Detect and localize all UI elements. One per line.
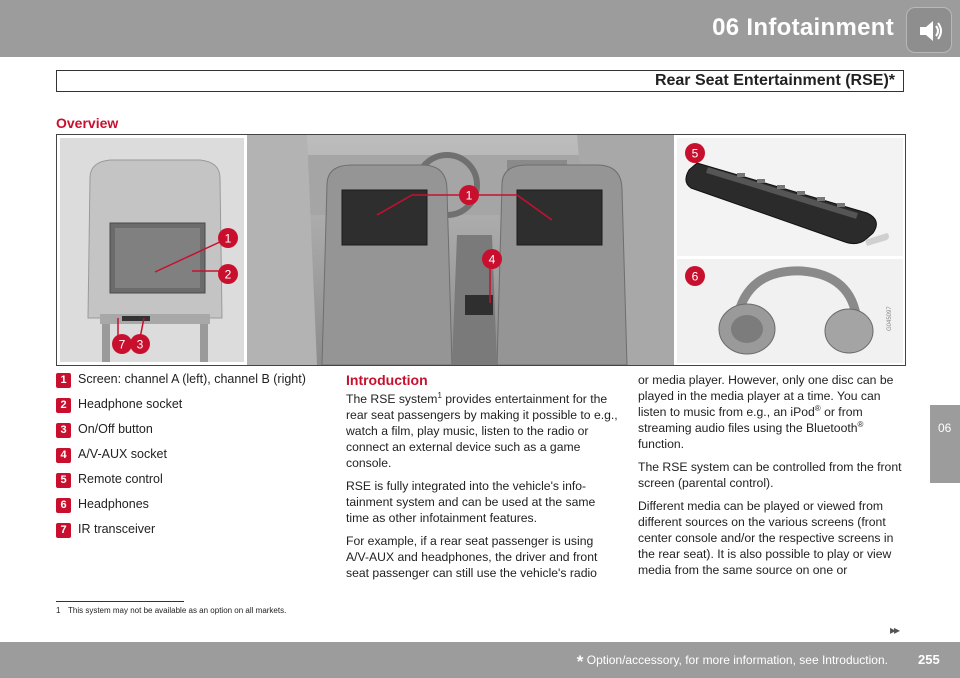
legend-item bbox=[56, 522, 346, 547]
side-tab-label: 06 bbox=[938, 421, 952, 435]
legend-number: 1 bbox=[56, 373, 71, 388]
legend-text: IR transceiver bbox=[78, 522, 156, 536]
legend-text: Remote control bbox=[78, 472, 163, 486]
callout-1-left bbox=[218, 228, 238, 248]
overview-heading: Overview bbox=[56, 115, 119, 131]
svg-text:5: 5 bbox=[691, 146, 699, 161]
svg-text:1: 1 bbox=[465, 188, 473, 203]
svg-text:3: 3 bbox=[136, 337, 144, 352]
page-number: 255 bbox=[918, 652, 940, 667]
legend-number: 7 bbox=[56, 523, 71, 538]
headphones-illustration bbox=[677, 259, 903, 363]
introduction-column bbox=[346, 372, 618, 588]
intro-paragraph-1: The RSE system$^1$ provides entertainment for the rear seat passengers by making it possible to e.g., watch a film, play music, listen to the radio or connect an external device such as a game console. bbox=[346, 390, 618, 470]
footnote-number: 1 bbox=[56, 606, 61, 615]
legend-item bbox=[56, 472, 346, 497]
chapter-header bbox=[0, 0, 960, 57]
footnote-text: This system may not be available as an option on all markets. bbox=[68, 606, 287, 615]
chapter-title: 06 Infotainment bbox=[712, 14, 894, 41]
remote-control-illustration bbox=[677, 138, 903, 256]
speaker-icon bbox=[906, 7, 952, 53]
legend-text: Screen: channel A (left), channel B (right) bbox=[78, 372, 306, 386]
callout-4 bbox=[482, 249, 502, 269]
legend-text: Headphone socket bbox=[78, 397, 183, 411]
legend-item bbox=[56, 397, 346, 422]
legend-item bbox=[56, 422, 346, 447]
legend-number: 3 bbox=[56, 423, 71, 438]
callout-7 bbox=[112, 334, 132, 354]
image-code: G045097 bbox=[887, 306, 893, 331]
col3-paragraph-1: or media player. However, only one disc can be played in the media player at a time. You can listen to music from e.g., an iPod® or from streaming audio files using the Bluetooth® function. bbox=[638, 373, 894, 451]
introduction-heading: Introduction bbox=[346, 372, 428, 388]
page-footer bbox=[0, 642, 960, 678]
svg-text:4: 4 bbox=[488, 252, 496, 267]
svg-text:6: 6 bbox=[691, 269, 699, 284]
legend-text: A/V-AUX socket bbox=[78, 447, 167, 461]
section-title: Rear Seat Entertainment (RSE)* bbox=[654, 72, 895, 89]
legend-number: 4 bbox=[56, 448, 71, 463]
col3-paragraph-2: The RSE system can be controlled from the front screen (parental control). bbox=[638, 460, 902, 490]
footer-note: * Option/accessory, for more information, see Introduction. bbox=[576, 652, 888, 671]
callout-6 bbox=[685, 266, 705, 286]
callout-2 bbox=[218, 264, 238, 284]
footnote-ref: 1 bbox=[437, 390, 442, 400]
text-column-3 bbox=[638, 372, 908, 585]
rse-overview-figure bbox=[56, 134, 906, 366]
legend-item bbox=[56, 372, 346, 397]
svg-text:1: 1 bbox=[224, 231, 232, 246]
headrest-screen-illustration bbox=[60, 138, 244, 362]
callout-3 bbox=[130, 334, 150, 354]
legend-item bbox=[56, 497, 346, 522]
legend-text: Headphones bbox=[78, 497, 149, 511]
svg-text:7: 7 bbox=[118, 337, 126, 352]
callout-legend bbox=[56, 372, 346, 547]
col3-paragraph-3: Different media can be played or viewed from different sources on the various screens (front center console and/or the respective screens in the rear seat). It is also possible to play or view media from the same source on one or bbox=[638, 499, 894, 577]
section-bar bbox=[56, 70, 904, 92]
legend-text: On/Off button bbox=[78, 422, 153, 436]
svg-text:2: 2 bbox=[224, 267, 232, 282]
intro-paragraph-2: RSE is fully integrated into the vehicle's info-tainment system and can be used at the same time as other infotainment features. bbox=[346, 479, 596, 525]
legend-item bbox=[56, 447, 346, 472]
footnote-rule bbox=[56, 601, 184, 602]
legend-number: 6 bbox=[56, 498, 71, 513]
legend-number: 5 bbox=[56, 473, 71, 488]
continued-arrows-icon: ▸▸ bbox=[890, 623, 899, 637]
callout-5 bbox=[685, 143, 705, 163]
footnote bbox=[56, 606, 286, 615]
car-interior-photo bbox=[247, 135, 674, 365]
intro-paragraph-3: For example, if a rear seat passenger is using A/V-AUX and headphones, the driver and front seat passenger can still use the vehicle's radio bbox=[346, 534, 598, 580]
chapter-side-tab bbox=[930, 405, 960, 483]
callout-1-mid bbox=[459, 185, 479, 205]
legend-number: 2 bbox=[56, 398, 71, 413]
